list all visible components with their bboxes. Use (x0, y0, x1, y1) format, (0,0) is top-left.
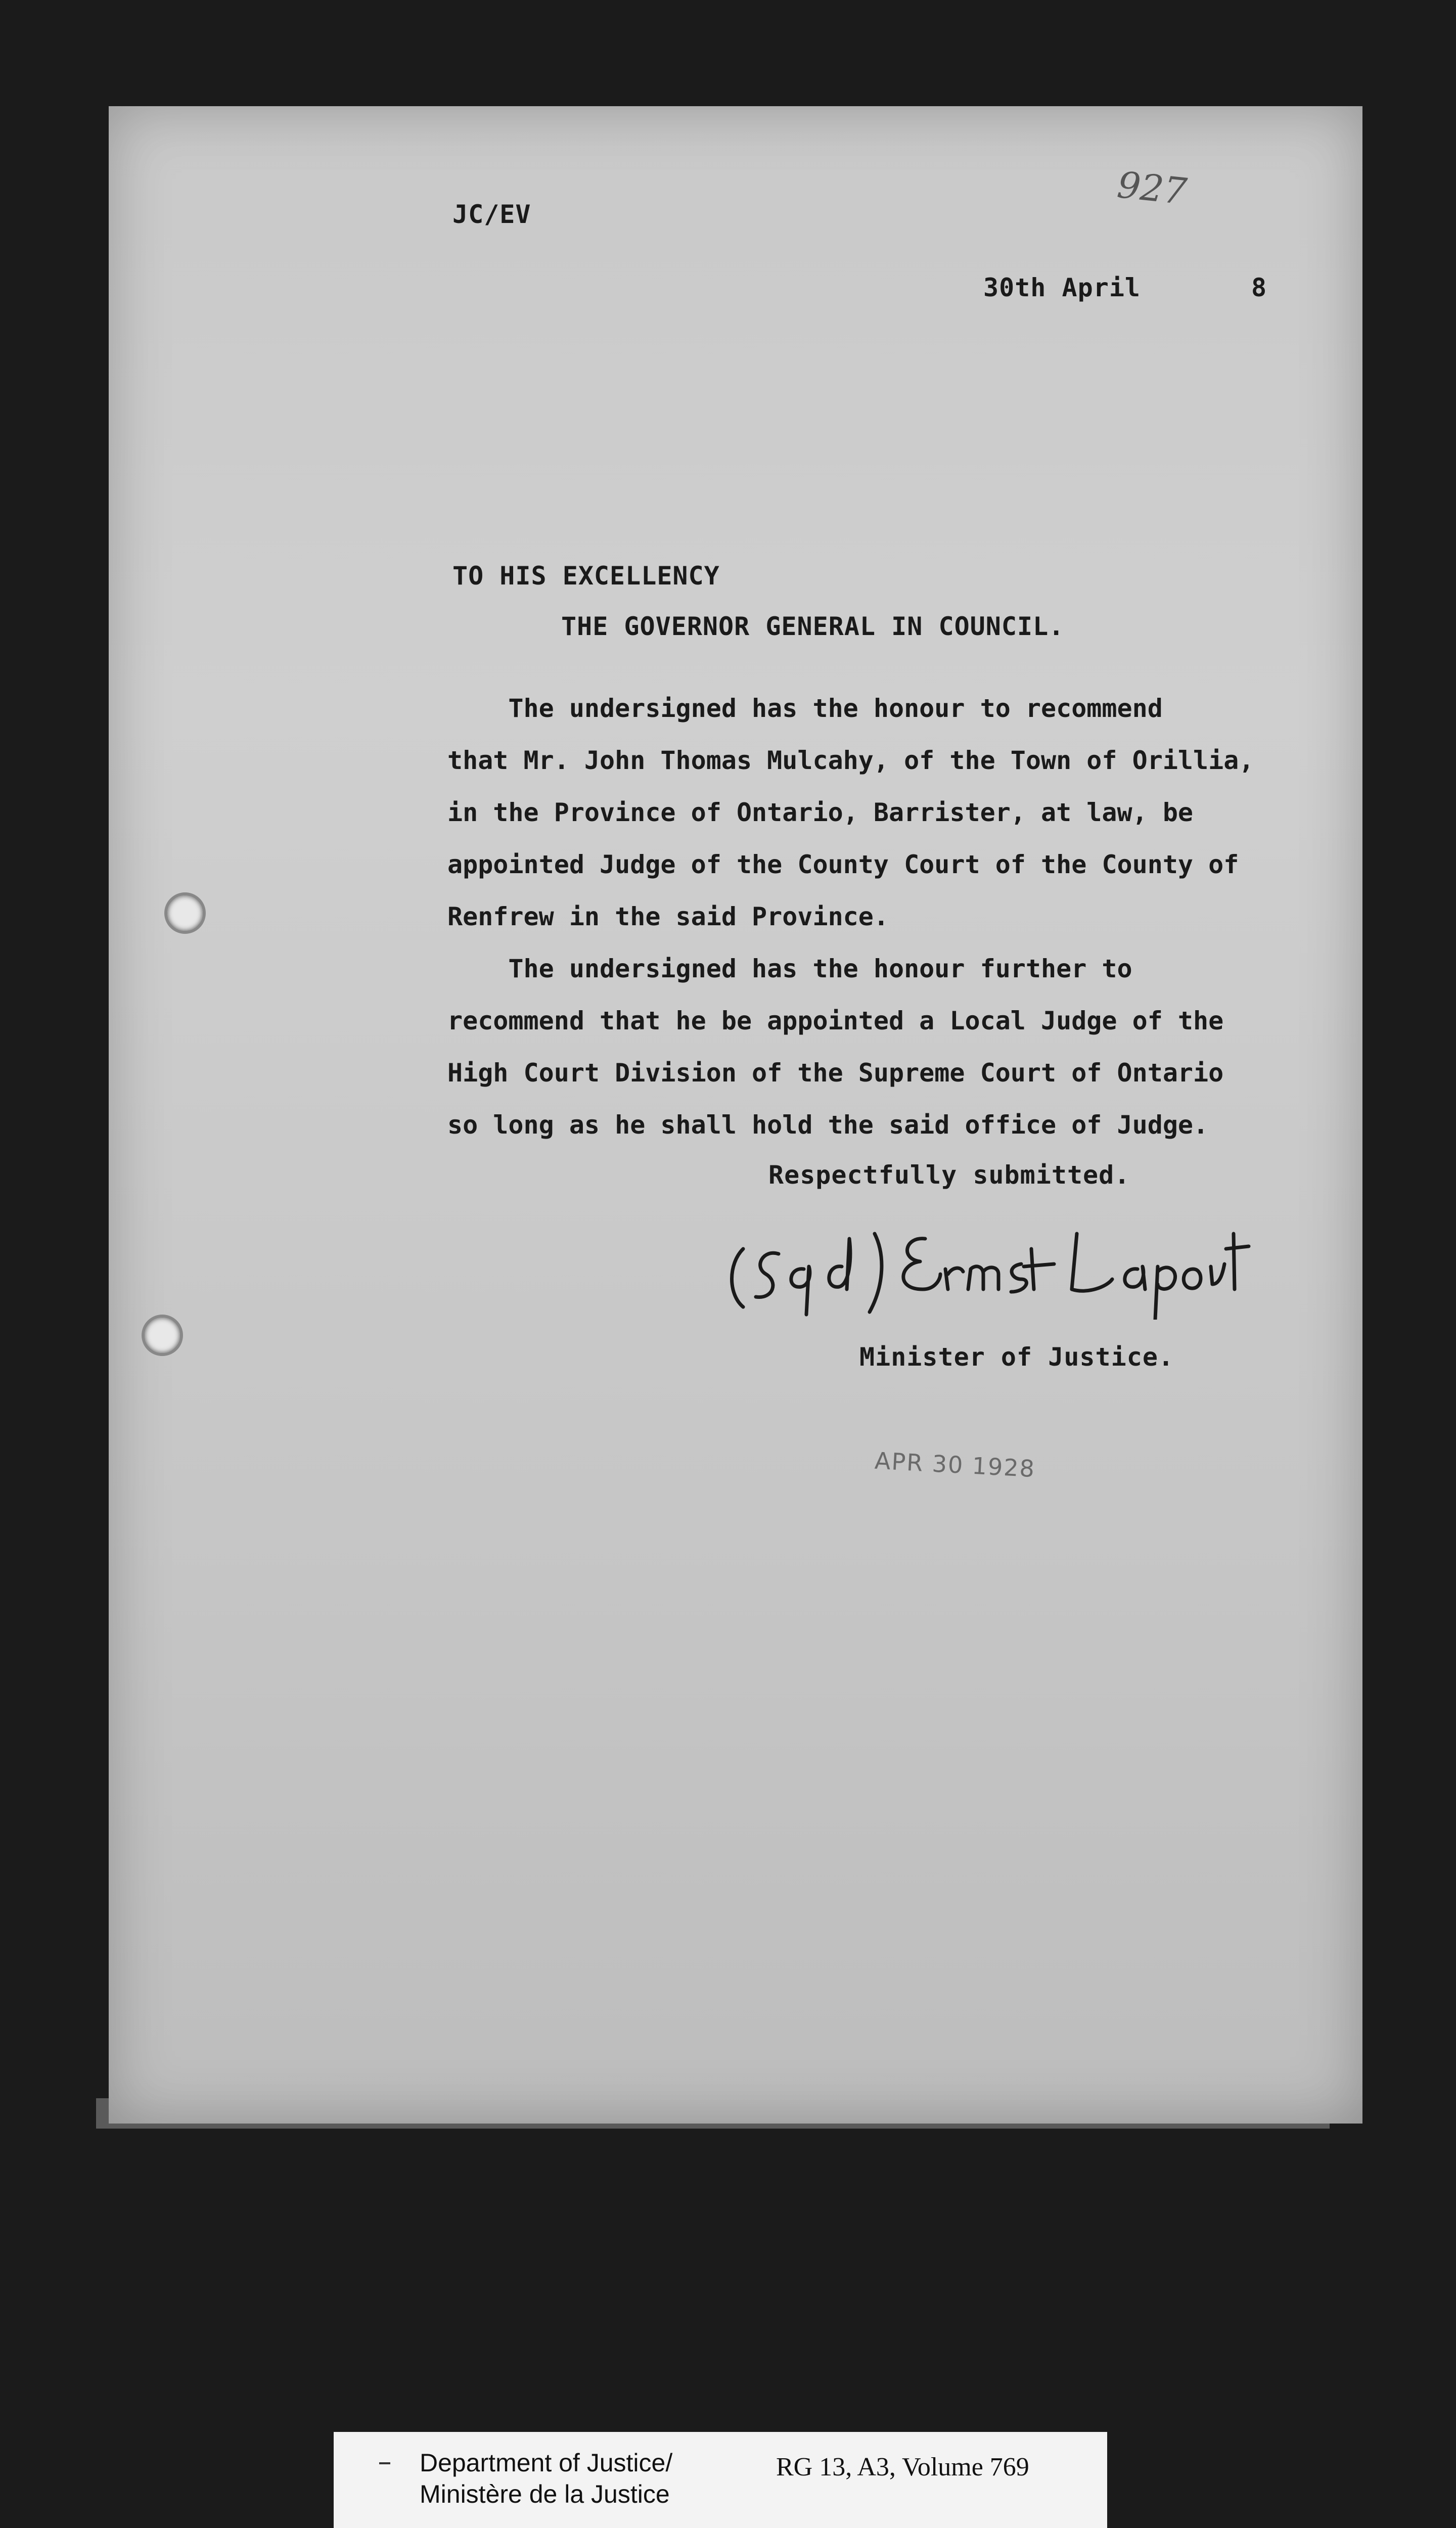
paragraph-line: The undersigned has the honour further to (447, 954, 1132, 983)
punch-hole-lower (142, 1315, 183, 1356)
document-date-suffix: 8 (1251, 273, 1267, 302)
paragraph-line: so long as he shall hold the said office of Judge. (447, 1110, 1209, 1140)
paragraph-line: The undersigned has the honour to recommend (447, 694, 1163, 723)
department-line-2: Ministère de la Justice (420, 2480, 670, 2508)
address-line-1: TO HIS EXCELLENCY (452, 561, 720, 591)
address-line-2: THE GOVERNOR GENERAL IN COUNCIL. (561, 612, 1065, 641)
paragraph-line: that Mr. John Thomas Mulcahy, of the Town of Orillia, (447, 746, 1254, 775)
archive-reference: RG 13, A3, Volume 769 (776, 2453, 1029, 2481)
department-name (420, 2447, 672, 2510)
archive-reference-label (334, 2432, 1107, 2528)
handwritten-signature (723, 1218, 1259, 1320)
received-stamp: APR 30 1928 (874, 1447, 1036, 1483)
paragraph-line: High Court Division of the Supreme Court of Ontario (447, 1058, 1224, 1088)
signatory-title: Minister of Justice. (859, 1342, 1174, 1372)
closing-text: Respectfully submitted. (768, 1160, 1130, 1190)
department-line-1: Department of Justice/ (420, 2449, 673, 2477)
paragraph-line: appointed Judge of the County Court of the County of (447, 850, 1239, 879)
paragraph-line: Renfrew in the said Province. (447, 902, 889, 931)
folio-number: 927 (1115, 163, 1189, 213)
reference-code: JC/EV (452, 200, 531, 229)
paragraph-further-recommendation (447, 943, 1277, 1151)
paragraph-recommendation (447, 683, 1277, 943)
paragraph-line: in the Province of Ontario, Barrister, at law, be (447, 798, 1194, 827)
document-date: 30th April (983, 273, 1141, 302)
label-dash (379, 2462, 390, 2464)
punch-hole-upper (164, 892, 206, 934)
paragraph-line: recommend that he be appointed a Local Judge of the (447, 1006, 1224, 1035)
